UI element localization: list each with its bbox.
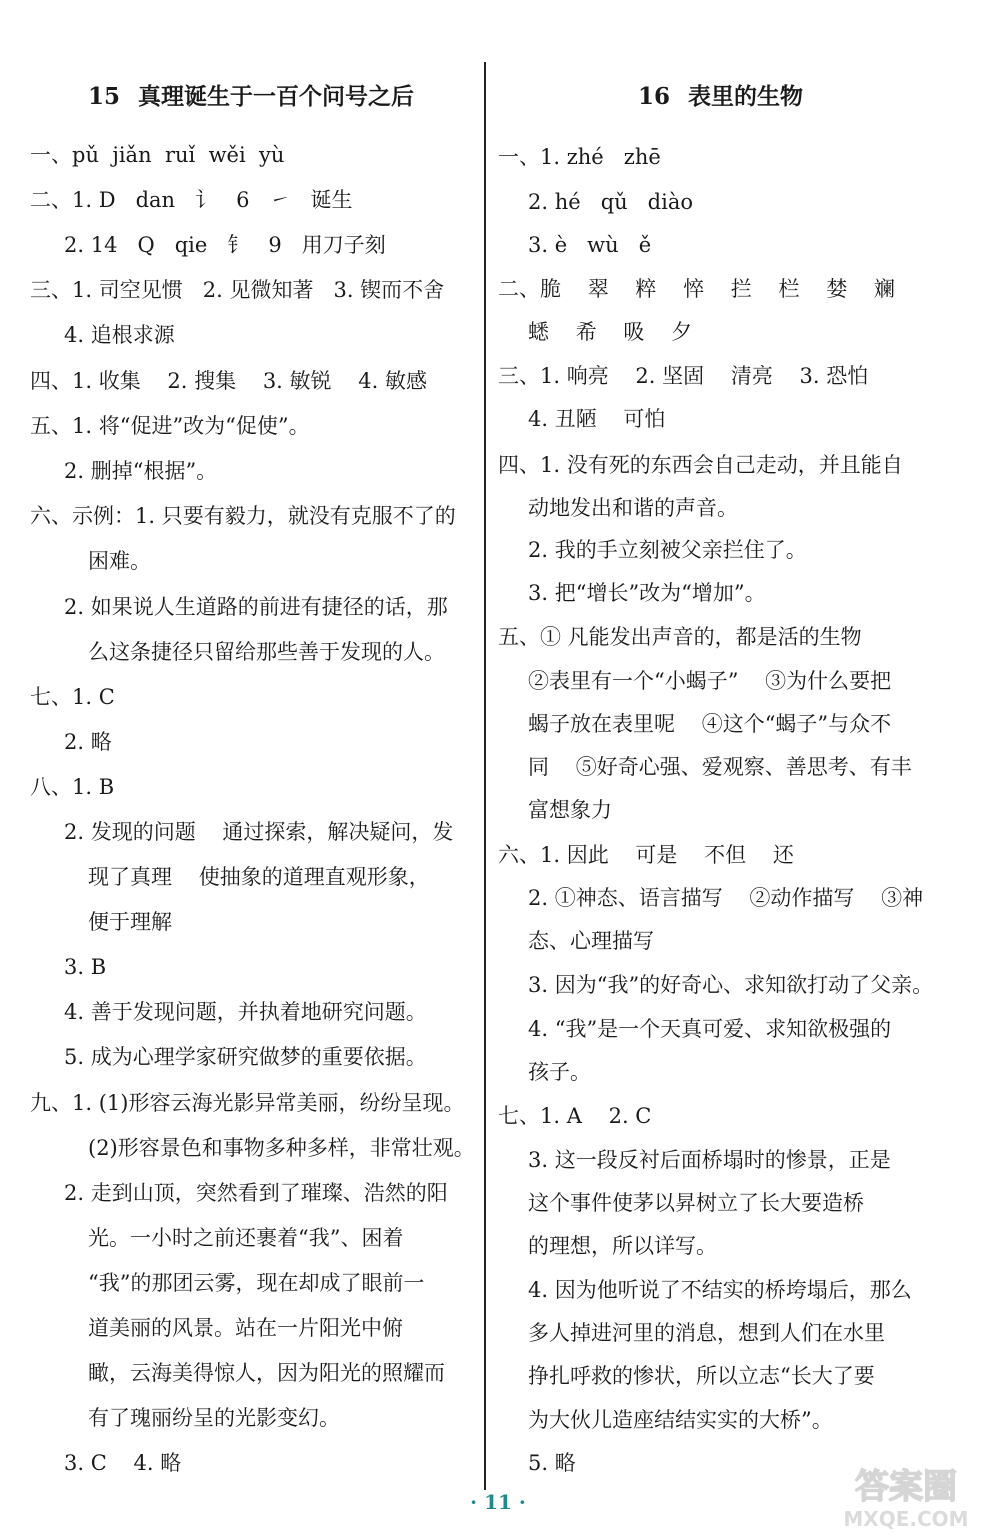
answer-line: 动地发出和谐的声音。 bbox=[528, 496, 738, 520]
answer-line: 态、心理描写 bbox=[528, 929, 654, 953]
answer-line: 4. 追根求源 bbox=[64, 323, 175, 347]
answer-line: 5. 略 bbox=[528, 1451, 576, 1475]
answer-line: 2. ①神态、语言描写 ②动作描写 ③神 bbox=[528, 886, 924, 910]
answer-line: 七、1. C bbox=[30, 685, 115, 709]
right-title-text: 表里的生物 bbox=[688, 83, 804, 110]
answer-line: 四、1. 收集 2. 搜集 3. 敏锐 4. 敏感 bbox=[30, 369, 427, 393]
answer-line: 2. 我的手立刻被父亲拦住了。 bbox=[528, 538, 807, 562]
answer-line: 四、1. 没有死的东西会自己走动，并且能自 bbox=[498, 453, 903, 477]
answer-line: 六、1. 因此 可是 不但 还 bbox=[498, 843, 794, 867]
answer-line: 3. 这一段反衬后面桥塌时的惨景，正是 bbox=[528, 1148, 891, 1172]
answer-line: 瞰，云海美得惊人，因为阳光的照耀而 bbox=[88, 1361, 445, 1385]
answer-line: 2. 略 bbox=[64, 730, 112, 754]
answer-line: 一、pǔ jiǎn ruǐ wěi yù bbox=[30, 143, 285, 167]
left-title-text: 真理诞生于一百个问号之后 bbox=[138, 83, 415, 110]
answer-line: ②表里有一个“小蝎子” ③为什么要把 bbox=[528, 669, 892, 693]
answer-line: 3. 因为“我”的好奇心、求知欲打动了父亲。 bbox=[528, 973, 934, 997]
answer-line: 六、示例：1. 只要有毅力，就没有克服不了的 bbox=[30, 504, 456, 528]
answer-line: 二、1. D dan 讠 6 ㇀ 诞生 bbox=[30, 188, 353, 212]
answer-line: 为大伙儿造座结结实实的大桥”。 bbox=[528, 1408, 833, 1432]
answer-line: 2. 删掉“根据”。 bbox=[64, 459, 218, 483]
answer-line: 的理想，所以详写。 bbox=[528, 1234, 717, 1258]
answer-line: 4. “我”是一个天真可爱、求知欲极强的 bbox=[528, 1017, 892, 1041]
answer-line: 八、1. B bbox=[30, 775, 115, 799]
watermark-logo bbox=[822, 1462, 990, 1532]
answer-line: 2. 如果说人生道路的前进有捷径的话，那 bbox=[64, 595, 448, 619]
left-section-title bbox=[88, 78, 414, 111]
answer-line: 五、1. 将“促进”改为“促使”。 bbox=[30, 414, 310, 438]
answer-line: 三、1. 司空见惯 2. 见微知著 3. 锲而不舍 bbox=[30, 278, 445, 302]
answer-line: 七、1. A 2. C bbox=[498, 1104, 652, 1128]
answer-line: 便于理解 bbox=[88, 910, 172, 934]
answer-line: 3. 把“增长”改为“增加”。 bbox=[528, 581, 766, 605]
answer-line: 4. 因为他听说了不结实的桥垮塌后，那么 bbox=[528, 1278, 912, 1302]
answer-line: 道美丽的风景。站在一片阳光中俯 bbox=[88, 1316, 403, 1340]
watermark-bottom-text: MXQE.COM bbox=[843, 1507, 969, 1531]
watermark-top-text: 答案圈 bbox=[855, 1467, 957, 1507]
answer-line: 2. 发现的问题 通过探索，解决疑问，发 bbox=[64, 820, 454, 844]
answer-line: 现了真理 使抽象的道理直观形象， bbox=[88, 865, 430, 889]
answer-line: 一、1. zhé zhē bbox=[498, 145, 661, 169]
left-title-number: 15 bbox=[88, 83, 121, 110]
answer-line: 3. C 4. 略 bbox=[64, 1451, 182, 1475]
answer-line: 蟋 希 吸 夕 bbox=[528, 320, 693, 344]
answer-line: 九、1. (1)形容云海光影异常美丽，纷纷呈现。 bbox=[30, 1091, 465, 1115]
answer-line: 2. 走到山顶，突然看到了璀璨、浩然的阳 bbox=[64, 1181, 448, 1205]
answer-line: 三、1. 响亮 2. 坚固 清亮 3. 恐怕 bbox=[498, 364, 869, 388]
answer-line: 5. 成为心理学家研究做梦的重要依据。 bbox=[64, 1045, 427, 1069]
answer-line: 孩子。 bbox=[528, 1060, 591, 1084]
right-title-number: 16 bbox=[638, 83, 671, 110]
answer-line: 光。一小时之前还裹着“我”、困着 bbox=[88, 1226, 404, 1250]
answer-line: 二、脆 翠 粹 悴 拦 栏 婪 斓 bbox=[498, 277, 895, 301]
answer-line: 同 ⑤好奇心强、爱观察、善思考、有丰 bbox=[528, 755, 912, 779]
answer-line: 蝎子放在表里呢 ④这个“蝎子”与众不 bbox=[528, 712, 892, 736]
answer-line: 富想象力 bbox=[528, 798, 612, 822]
answer-line: 4. 善于发现问题，并执着地研究问题。 bbox=[64, 1000, 427, 1024]
page-number: · 11 · bbox=[470, 1490, 526, 1514]
answer-line: 五、① 凡能发出声音的，都是活的生物 bbox=[498, 625, 862, 649]
right-section-title bbox=[638, 78, 803, 111]
answer-line: 么这条捷径只留给那些善于发现的人。 bbox=[88, 640, 445, 664]
answer-line: (2)形容景色和事物多种多样，非常壮观。 bbox=[88, 1136, 475, 1160]
answer-line: 4. 丑陋 可怕 bbox=[528, 407, 666, 431]
answer-line: 困难。 bbox=[88, 549, 151, 573]
answer-line: 挣扎呼救的惨状，所以立志“长大了要 bbox=[528, 1364, 875, 1388]
answer-line: 多人掉进河里的消息，想到人们在水里 bbox=[528, 1321, 885, 1345]
answer-line: 3. è wù ě bbox=[528, 233, 652, 257]
answer-line: 3. B bbox=[64, 955, 107, 979]
answer-line: 有了瑰丽纷呈的光影变幻。 bbox=[88, 1406, 340, 1430]
answer-line: 这个事件使茅以昇树立了长大要造桥 bbox=[528, 1191, 864, 1215]
answer-line: “我”的那团云雾，现在却成了眼前一 bbox=[88, 1271, 425, 1295]
answer-line: 2. hé qǔ diào bbox=[528, 190, 694, 214]
column-divider bbox=[484, 62, 486, 1490]
answer-line: 2. 14 Q qie 钅 9 用刀子刻 bbox=[64, 233, 386, 257]
